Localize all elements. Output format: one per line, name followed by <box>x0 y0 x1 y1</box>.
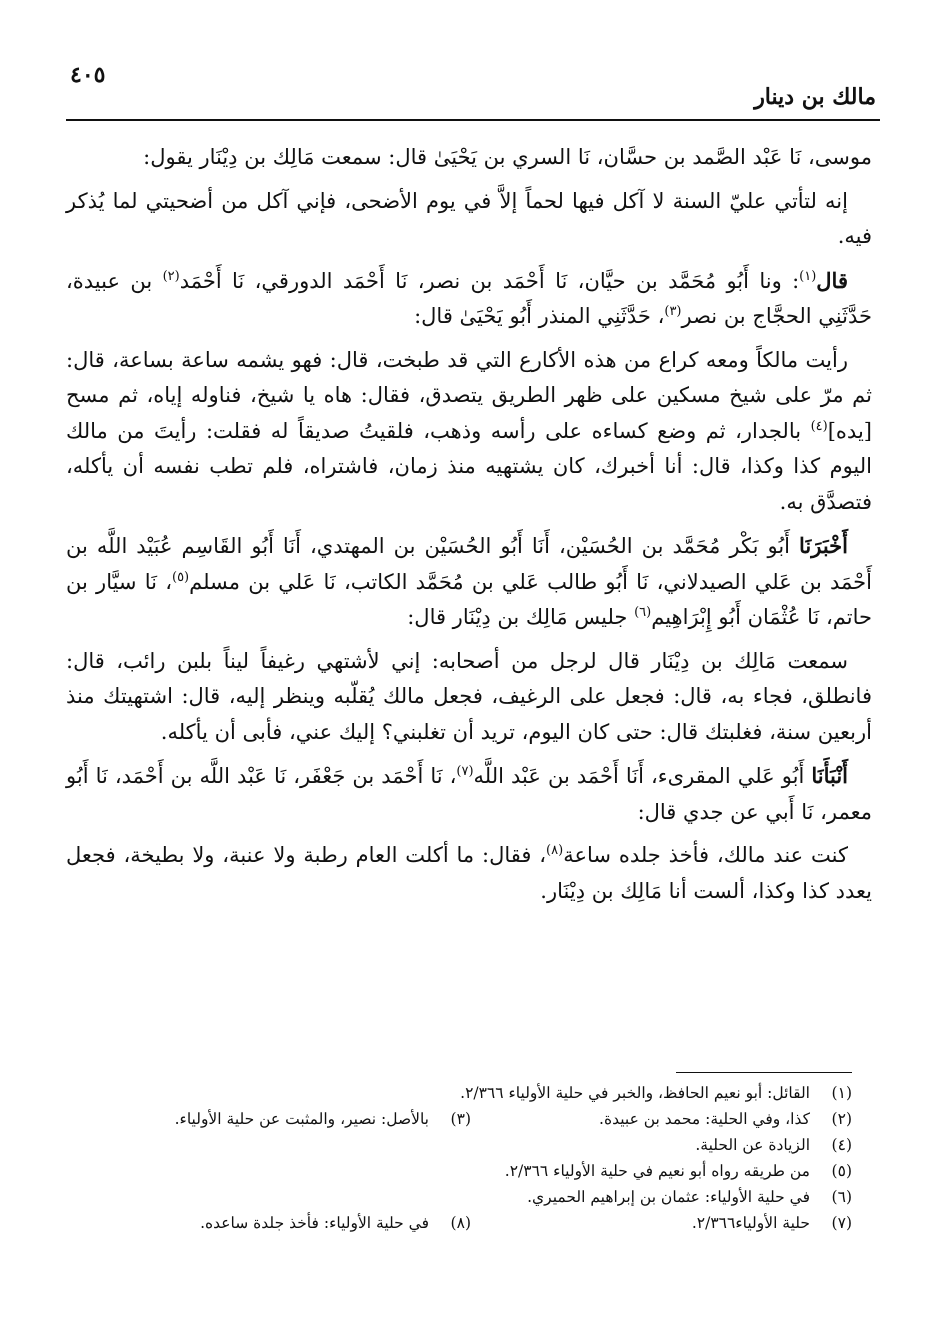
footnote-rule <box>676 1072 852 1073</box>
footnote-4 <box>90 1136 852 1154</box>
paragraph-2 <box>66 184 872 255</box>
paragraph-text: بن عبيدة، حَدَّثَنِي الحجَّاج بن نصر <box>66 268 872 328</box>
footnote-number: (٤) <box>831 1136 852 1154</box>
footnote-2 <box>471 1110 852 1128</box>
main-text <box>66 140 872 917</box>
footnote-row <box>90 1184 852 1210</box>
footnote-text: من طريقه رواه أبو نعيم في حلية الأولياء ٢/٣٦٦. <box>504 1162 810 1180</box>
footnote-text: كذا، وفي الحلية: محمد بن عبيدة. <box>599 1110 810 1128</box>
paragraph-4 <box>66 343 872 521</box>
footnote-text: القائل: أبو نعيم الحافظ، والخبر في حلية الأولياء ٢/٣٦٦. <box>460 1084 810 1102</box>
footnote-ref: (٣) <box>664 304 682 319</box>
paragraph-text: كنت عند مالك، فأخذ جلده ساعة <box>563 843 848 867</box>
running-head-title: مالك بن دينار <box>754 84 876 110</box>
paragraph-5 <box>66 528 872 636</box>
paragraph-text: سمعت مَالِك بن دِيْنَار قال لرجل من أصحابه: إني لأشتهي رغيفاً ليناً بلبن رائب، قال: فانطلق، فجاء به، قال: فجعل على الرغيف، فجعل مالك يُقلّبه وينظر إليه، قال: اشتهيتك منذ أربعين سنة، فغلبتك قال: حتى كان اليوم، تريد أن تغلبني؟ إليك عني، فأبى أن يأكله. <box>66 648 872 744</box>
footnote-number: (٧) <box>831 1214 852 1232</box>
paragraph-3 <box>66 263 872 335</box>
footnote-text: في حلية الأولياء: عثمان بن إبراهيم الحميري. <box>527 1188 810 1206</box>
paragraph-text: : ونا أَبُو مُحَمَّد بن حيَّان، نَا أَحْمَد بن نصر، نَا أَحْمَد الدورقي، نَا أَحْمَد <box>179 268 800 293</box>
footnote-text: الزيادة عن الحلية. <box>695 1136 810 1154</box>
paragraph-8 <box>66 838 872 909</box>
footnote-1 <box>90 1084 852 1102</box>
paragraph-text: ، حَدَّثَنِي المنذر أَبُو يَحْيَىٰ قال: <box>414 304 665 328</box>
footnote-ref: (٤) <box>810 418 828 434</box>
isnad-keyword: أَخْبَرَنَا <box>799 533 848 558</box>
footnote-row <box>90 1106 852 1132</box>
paragraph-6 <box>66 644 872 751</box>
footnote-row <box>90 1080 852 1106</box>
paragraph-text: ، فقال: ما أكلت العام رطبة ولا عنبة، ولا بطيخة، فجعل يعدد كذا وكذا، ألست أنا مَالِك بن دِيْنَار. <box>66 843 872 903</box>
paragraph-text: أَبُو عَلي المقرىء، أَنَا أَحْمَد بن عَبْد اللَّه <box>473 764 812 788</box>
paragraph-text: إنه لتأتي عليّ السنة لا آكل فيها لحماً إلاَّ في يوم الأضحى، فإني آكل من أضحيتي لما يُذكر فيه. <box>66 188 872 248</box>
header-rule <box>66 119 880 121</box>
footnote-row <box>90 1158 852 1184</box>
isnad-keyword: قال <box>816 267 848 293</box>
footnote-text: في حلية الأولياء: فأخذ جلدة ساعده. <box>200 1214 429 1232</box>
paragraph-text: ، نَا أَحْمَد بن جَعْفَر، نَا عَبْد اللَّه بن أَحْمَد، نَا أَبُو معمر، نَا أَبي عن جدي قال: <box>66 764 872 824</box>
footnote-8 <box>90 1214 471 1232</box>
footnote-ref: (٦) <box>634 605 652 620</box>
paragraph-text: بالجدار، ثم وضع كساءه على رأسه وذهب، فلقيتُ صديقاً له فقلت: رأيتَ من مالك اليوم كذا وكذا، قال: أنا أخبرك، كان يشتهيه منذ زمان، فاشتراه، فلم تطب نفسه أن يأكله، فتصدَّق به. <box>66 418 872 514</box>
footnote-row <box>90 1210 852 1236</box>
paragraph-text: أَبُو بَكْر مُحَمَّد بن الحُسَيْن، أَنَا أَبُو الحُسَيْن بن المهتدي، أَنَا أَبُو القَاسِم عُبَيْد اللَّه بن أَحْمَد بن عَلي الصيدلاني، نَا أَبُو طالب عَلي بن مُحَمَّد الكاتب، نَا عَلي بن مسلم <box>66 534 872 594</box>
footnote-ref: (٢) <box>162 268 180 284</box>
isnad-keyword: أَنْبَأَنَا <box>811 763 849 788</box>
paragraph-text: جليس مَالِك بن دِيْنَار قال: <box>407 605 635 629</box>
footnote-ref: (٥) <box>171 569 190 585</box>
paragraph-text: رأيت مالكاً ومعه كراع من هذه الأكارع التي قد طبخت، قال: فهو يشمه ساعة بساعة، قال: ثم مرّ على شيخ مسكين على ظهر الطريق يتصدق، فقال: هاه يا شيخ، فناوله إياه، ثم مسح [يده] <box>66 347 872 443</box>
footnote-text: حلية الأولياء٢/٣٦٦. <box>691 1214 810 1232</box>
footnote-number: (٥) <box>831 1162 852 1180</box>
footnote-3 <box>90 1110 471 1128</box>
paragraph-text: موسى، نَا عَبْد الصَّمد بن حسَّان، نَا السري بن يَحْيَىٰ قال: سمعت مَالِك بن دِيْنَار يقول: <box>143 145 872 169</box>
footnote-number: (٣) <box>450 1110 471 1128</box>
footnote-7 <box>471 1214 852 1232</box>
paragraph-text: ، نَا سيَّار بن حاتم، نَا عُثْمَان أَبُو إِبْرَاهِيم <box>66 569 872 629</box>
paragraph-7 <box>66 758 872 830</box>
footnote-number: (٢) <box>831 1110 852 1128</box>
footnote-row <box>90 1132 852 1158</box>
footnote-ref: (١) <box>799 268 817 284</box>
footnote-ref: (٧) <box>456 764 474 779</box>
footnote-number: (٨) <box>450 1214 471 1232</box>
footnote-number: (٦) <box>831 1188 852 1206</box>
paragraph-1 <box>66 140 872 176</box>
footnote-text: بالأصل: نصير، والمثبت عن حلية الأولياء. <box>174 1110 429 1128</box>
footnotes <box>90 1080 852 1236</box>
footnote-6 <box>90 1188 852 1206</box>
footnote-ref: (٨) <box>546 843 564 858</box>
page-number: ٤٠٥ <box>70 62 106 88</box>
footnote-5 <box>90 1162 852 1180</box>
footnote-number: (١) <box>831 1084 852 1102</box>
